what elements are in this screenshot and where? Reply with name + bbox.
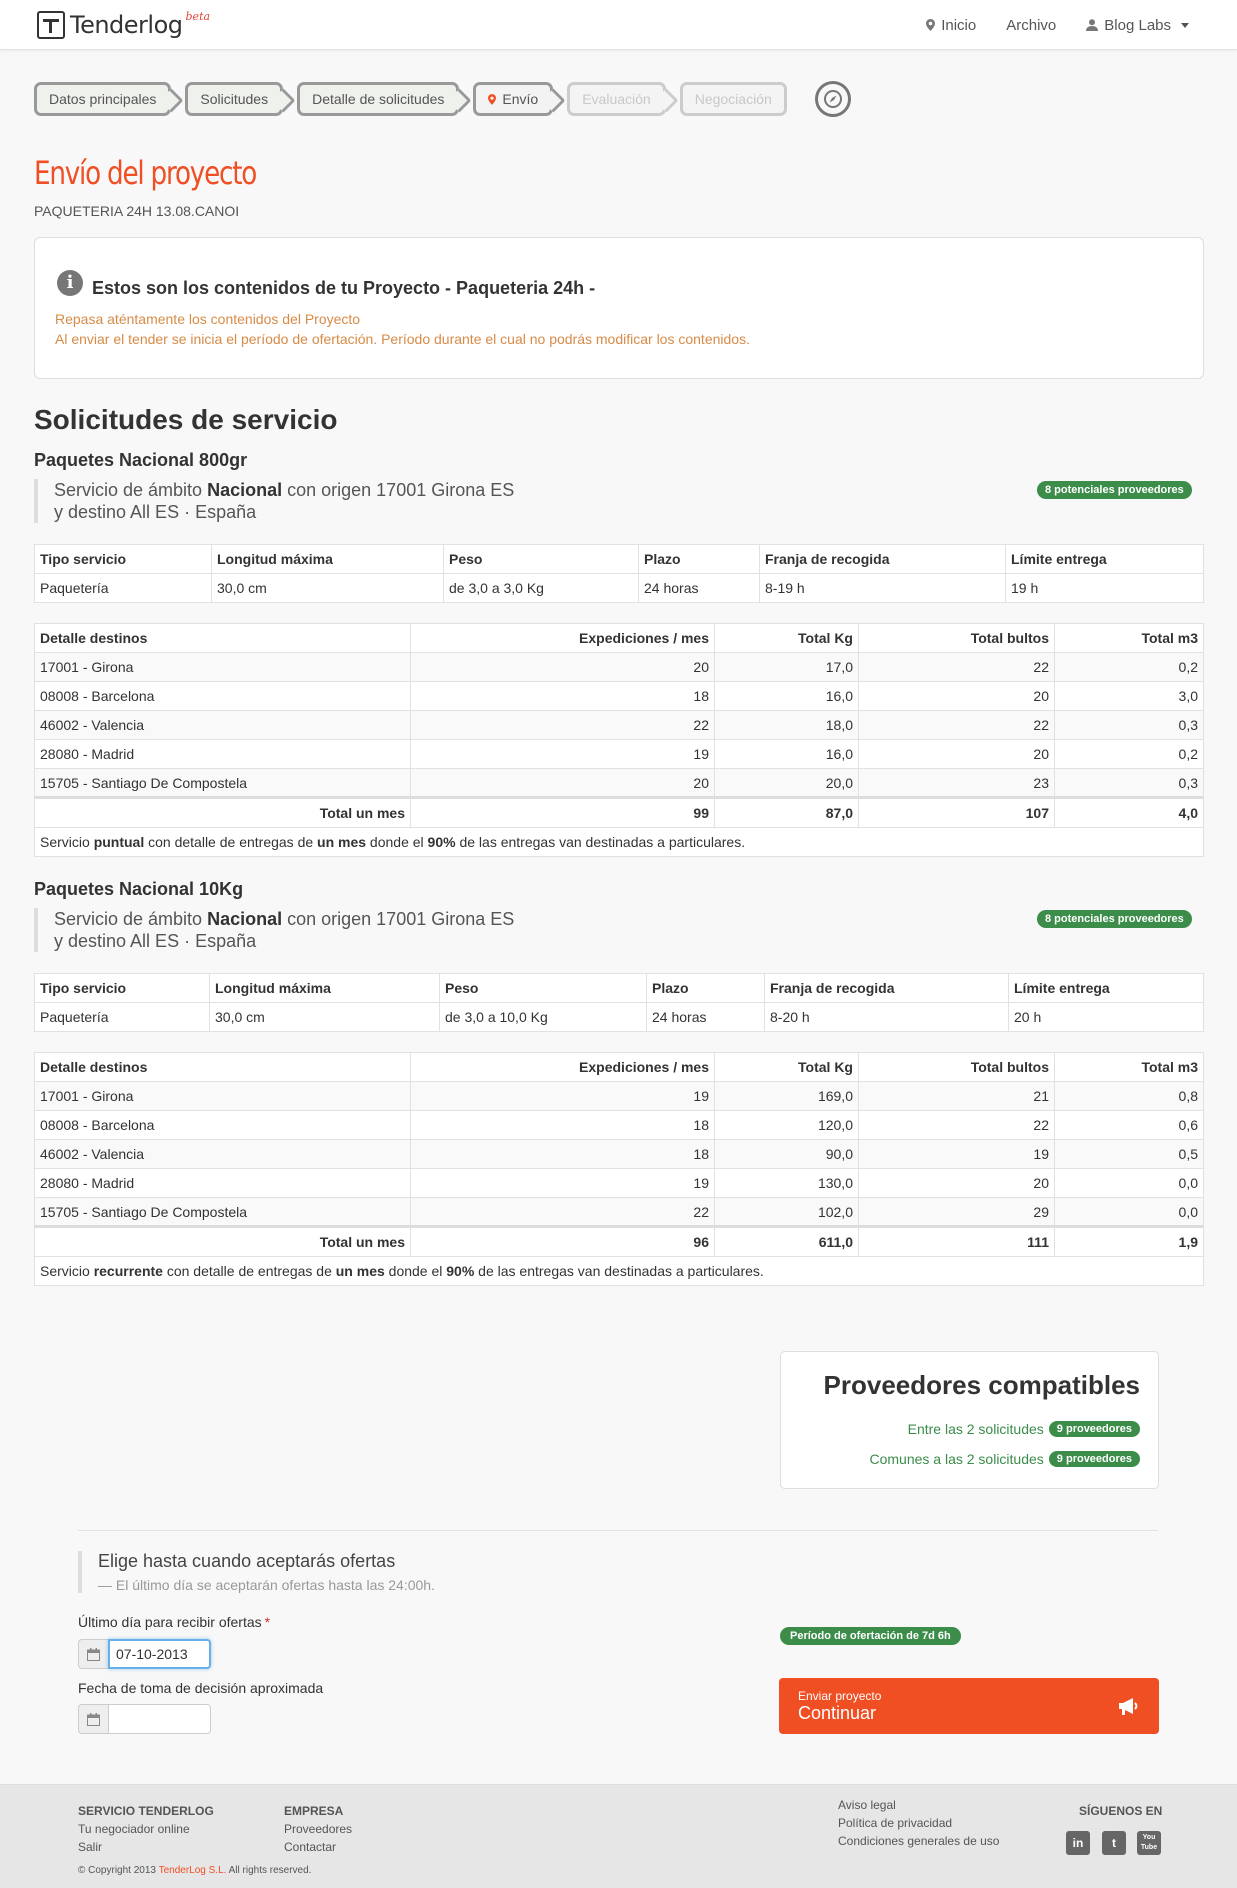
total-cell: 611,0 — [715, 1227, 859, 1257]
copyright — [78, 1865, 311, 1876]
dest-cell: 16,0 — [715, 682, 859, 711]
page-title: Envío del proyecto — [34, 154, 257, 192]
dest-header: Expediciones / mes — [411, 624, 715, 653]
service-description — [34, 479, 514, 523]
footer-link[interactable]: Contactar — [284, 1840, 337, 1854]
dest-cell: 19 — [859, 1140, 1055, 1169]
dest-cell: 46002 - Valencia — [35, 1140, 411, 1169]
table-row — [35, 1198, 1204, 1227]
spec-cell: 24 horas — [647, 1003, 765, 1032]
dest-cell: 29 — [859, 1198, 1055, 1227]
dest-cell: 0,3 — [1055, 711, 1204, 740]
desc-text: con origen 17001 Girona ES — [282, 909, 515, 929]
map-pin-icon — [926, 19, 935, 31]
dest-cell: 20 — [411, 653, 715, 682]
table-row — [35, 682, 1204, 711]
note-text: de las entregas van destinadas a particulares. — [455, 834, 746, 850]
offer-period-badge: Período de ofertación de 7d 6h — [780, 1627, 961, 1645]
total-cell: 96 — [411, 1227, 715, 1257]
desc-text: con origen 17001 Girona ES — [282, 480, 515, 500]
footer-heading: EMPRESA — [284, 1804, 344, 1818]
beta-label: beta — [185, 9, 211, 23]
total-cell: 111 — [859, 1227, 1055, 1257]
footer-link[interactable]: Salir — [78, 1840, 103, 1854]
providers-between-label: Entre las 2 solicitudes — [907, 1421, 1044, 1437]
twitter-icon[interactable]: t — [1102, 1831, 1126, 1855]
spec-cell: 24 horas — [639, 574, 760, 603]
dest-cell: 20,0 — [715, 769, 859, 798]
providers-common-badge: 9 proveedores — [1049, 1451, 1140, 1467]
note-text: donde el — [384, 1263, 447, 1279]
dest-cell: 17,0 — [715, 653, 859, 682]
wizard-steps — [34, 81, 851, 117]
dest-cell: 16,0 — [715, 740, 859, 769]
linkedin-icon[interactable]: in — [1066, 1831, 1090, 1855]
desc-destination: y destino All ES · España — [54, 502, 257, 522]
nav-archivo-label: Archivo — [1006, 16, 1057, 34]
user-icon — [1086, 19, 1098, 31]
table-row — [35, 1169, 1204, 1198]
spec-header: Peso — [440, 974, 647, 1003]
dest-cell: 130,0 — [715, 1169, 859, 1198]
spec-header: Franja de recogida — [760, 545, 1006, 574]
dest-cell: 20 — [859, 682, 1055, 711]
total-row — [35, 798, 1204, 828]
spec-cell: de 3,0 a 10,0 Kg — [440, 1003, 647, 1032]
spec-cell: 30,0 cm — [212, 574, 444, 603]
calendar-icon[interactable] — [78, 1704, 108, 1734]
compatible-providers-panel — [780, 1351, 1159, 1489]
footer-link[interactable]: Política de privacidad — [838, 1816, 953, 1830]
spec-header: Longitud máxima — [212, 545, 444, 574]
nav-inicio-label: Inicio — [941, 16, 977, 34]
spec-table — [34, 544, 1204, 603]
note-text: con detalle de entregas de — [162, 1263, 336, 1279]
note-bold: un mes — [317, 834, 367, 850]
total-label: Total un mes — [35, 1227, 411, 1257]
send-button-label: Continuar — [798, 1703, 877, 1723]
tenderlog-logo[interactable] — [37, 10, 210, 40]
copyright-text: © Copyright 2013 — [78, 1865, 159, 1876]
decision-date-group — [78, 1704, 211, 1734]
dest-header: Expediciones / mes — [411, 1053, 715, 1082]
note-row — [35, 828, 1204, 857]
note-bold: un mes — [335, 1263, 385, 1279]
dest-cell: 22 — [859, 711, 1055, 740]
total-cell: 1,9 — [1055, 1227, 1204, 1257]
spec-header: Franja de recogida — [765, 974, 1009, 1003]
dest-cell: 102,0 — [715, 1198, 859, 1227]
dest-header: Total Kg — [715, 1053, 859, 1082]
step-label: Negociación — [694, 91, 772, 107]
dest-cell: 22 — [411, 1198, 715, 1227]
dest-cell: 18,0 — [715, 711, 859, 740]
footer-heading: SERVICIO TENDERLOG — [78, 1804, 214, 1818]
dest-cell: 3,0 — [1055, 682, 1204, 711]
send-button-caption: Enviar proyecto — [798, 1689, 882, 1703]
step-label: Datos principales — [49, 91, 157, 107]
total-cell: 107 — [859, 798, 1055, 828]
dest-header: Total Kg — [715, 624, 859, 653]
providers-between[interactable] — [908, 1421, 1140, 1437]
nav-user-label: Blog Labs — [1104, 16, 1171, 34]
deadline-hint-text: — El último día se aceptarán ofertas hasta las 24:00h. — [98, 1577, 435, 1593]
spec-cell: 20 h — [1009, 1003, 1204, 1032]
dest-cell: 0,5 — [1055, 1140, 1204, 1169]
step-label: Solicitudes — [200, 91, 269, 107]
nav-inicio[interactable] — [926, 17, 976, 34]
dest-cell: 23 — [859, 769, 1055, 798]
spec-cell: 8-20 h — [765, 1003, 1009, 1032]
calendar-icon[interactable] — [78, 1639, 108, 1669]
dest-cell: 08008 - Barcelona — [35, 682, 411, 711]
youtube-icon[interactable]: You Tube — [1137, 1831, 1161, 1855]
desc-destination: y destino All ES · España — [54, 931, 257, 951]
spec-header: Tipo servicio — [35, 545, 212, 574]
note-bold: 90% — [446, 1263, 475, 1279]
step-negociacion — [680, 82, 787, 116]
dest-cell: 15705 - Santiago De Compostela — [35, 769, 411, 798]
table-row — [35, 740, 1204, 769]
copyright-brand-link[interactable]: TenderLog S.L. — [158, 1865, 227, 1876]
dest-header: Total m3 — [1055, 624, 1204, 653]
map-pin-icon — [488, 94, 496, 105]
step-solicitudes[interactable] — [185, 82, 283, 116]
footer-link[interactable]: Proveedores — [284, 1822, 353, 1836]
info-icon: i — [57, 270, 83, 296]
step-label: Envío — [502, 91, 539, 107]
dest-cell: 18 — [411, 1140, 715, 1169]
note-row — [35, 1257, 1204, 1286]
desc-scope: Nacional — [207, 909, 283, 929]
providers-badge: 8 potenciales proveedores — [1037, 910, 1192, 928]
info-line-2: Al enviar el tender se inicia el período de ofertación. Período durante el cual no podrás modificar los contenidos. — [55, 331, 750, 347]
dest-cell: 120,0 — [715, 1111, 859, 1140]
chevron-down-icon — [1181, 23, 1189, 28]
total-cell: 4,0 — [1055, 798, 1204, 828]
decision-date-input[interactable] — [108, 1704, 211, 1734]
nav-links — [926, 0, 1189, 50]
dest-cell: 19 — [411, 740, 715, 769]
desc-text: Servicio de ámbito — [54, 480, 208, 500]
providers-badge: 8 potenciales proveedores — [1037, 481, 1192, 499]
spec-header: Límite entrega — [1006, 545, 1204, 574]
step-label: Evaluación — [582, 91, 651, 107]
last-day-date-group — [78, 1639, 211, 1669]
destinations-table — [34, 1052, 1204, 1286]
dest-header: Total m3 — [1055, 1053, 1204, 1082]
top-navbar — [0, 0, 1237, 50]
dest-cell: 22 — [859, 653, 1055, 682]
dest-cell: 20 — [411, 769, 715, 798]
total-cell: 87,0 — [715, 798, 859, 828]
note-bold: recurrente — [93, 1263, 163, 1279]
note-text: Servicio — [40, 834, 94, 850]
note-bold: puntual — [93, 834, 145, 850]
dest-cell: 22 — [859, 1111, 1055, 1140]
desc-text: Servicio de ámbito — [54, 909, 208, 929]
desc-scope: Nacional — [207, 480, 283, 500]
section-title: Solicitudes de servicio — [34, 404, 338, 435]
dest-cell: 0,3 — [1055, 769, 1204, 798]
spec-cell: de 3,0 a 3,0 Kg — [444, 574, 639, 603]
service-description — [34, 908, 514, 952]
follow-heading: SÍGUENOS EN — [1079, 1804, 1163, 1818]
total-cell: 99 — [411, 798, 715, 828]
table-row — [35, 1111, 1204, 1140]
dest-cell: 20 — [859, 1169, 1055, 1198]
total-row — [35, 1227, 1204, 1257]
footer-link[interactable]: Condiciones generales de uso — [838, 1834, 1000, 1848]
service-title: Paquetes Nacional 10Kg — [34, 879, 244, 899]
logo-mark-icon — [37, 11, 65, 39]
table-row — [35, 711, 1204, 740]
dest-cell: 28080 - Madrid — [35, 1169, 411, 1198]
deadline-hint — [78, 1551, 435, 1593]
last-day-label-text: Último día para recibir ofertas — [78, 1614, 262, 1630]
dest-cell: 46002 - Valencia — [35, 711, 411, 740]
dest-header: Total bultos — [859, 1053, 1055, 1082]
dest-cell: 20 — [859, 740, 1055, 769]
divider — [78, 1530, 1158, 1531]
table-row — [35, 653, 1204, 682]
note-text: con detalle de entregas de — [144, 834, 318, 850]
footer-link[interactable]: Aviso legal — [838, 1798, 896, 1812]
dest-cell: 0,0 — [1055, 1169, 1204, 1198]
dest-cell: 15705 - Santiago De Compostela — [35, 1198, 411, 1227]
project-subtitle: PAQUETERIA 24H 13.08.CANOI — [34, 203, 240, 219]
info-line-1: Repasa aténtamente los contenidos del Proyecto — [55, 311, 361, 327]
dest-cell: 0,2 — [1055, 740, 1204, 769]
required-mark: * — [264, 1614, 271, 1630]
spec-table — [34, 973, 1204, 1032]
providers-common[interactable] — [869, 1451, 1140, 1467]
total-label: Total un mes — [35, 798, 411, 828]
spec-cell: 30,0 cm — [210, 1003, 440, 1032]
spec-header: Tipo servicio — [35, 974, 210, 1003]
note-text: Servicio — [40, 1263, 94, 1279]
compass-icon — [815, 81, 851, 117]
step-envio[interactable] — [473, 82, 553, 116]
providers-common-label: Comunes a las 2 solicitudes — [869, 1451, 1044, 1467]
nav-archivo[interactable] — [1006, 17, 1056, 34]
table-row — [35, 1140, 1204, 1169]
dest-cell: 0,6 — [1055, 1111, 1204, 1140]
last-day-label — [78, 1614, 270, 1630]
dest-cell: 0,2 — [1055, 653, 1204, 682]
footer — [0, 1784, 1237, 1888]
step-detalle-solicitudes[interactable] — [297, 82, 459, 116]
dest-cell: 22 — [411, 711, 715, 740]
dest-cell: 17001 - Girona — [35, 1082, 411, 1111]
dest-header: Detalle destinos — [35, 1053, 411, 1082]
destinations-table — [34, 623, 1204, 857]
spec-header: Límite entrega — [1009, 974, 1204, 1003]
info-panel — [34, 237, 1204, 379]
dest-cell: 21 — [859, 1082, 1055, 1111]
providers-title: Proveedores compatibles — [823, 1370, 1140, 1400]
deadline-heading: Elige hasta cuando aceptarás ofertas — [98, 1551, 396, 1571]
spec-header: Longitud máxima — [210, 974, 440, 1003]
spec-cell: Paquetería — [35, 574, 212, 603]
copyright-text: All rights reserved. — [226, 1865, 312, 1876]
note-text: donde el — [366, 834, 428, 850]
spec-cell: 8-19 h — [760, 574, 1006, 603]
logo-text: Tenderlog — [70, 11, 183, 39]
dest-cell: 19 — [411, 1169, 715, 1198]
dest-cell: 169,0 — [715, 1082, 859, 1111]
spec-cell: 19 h — [1006, 574, 1204, 603]
dest-cell: 18 — [411, 682, 715, 711]
decision-date-label: Fecha de toma de decisión aproximada — [78, 1680, 324, 1696]
service-note — [35, 1257, 1204, 1286]
table-row — [35, 1082, 1204, 1111]
note-bold: 90% — [427, 834, 456, 850]
footer-link[interactable]: Tu negociador online — [78, 1822, 190, 1836]
dest-header: Total bultos — [859, 624, 1055, 653]
spec-header: Plazo — [647, 974, 765, 1003]
spec-cell: Paquetería — [35, 1003, 210, 1032]
dest-cell: 0,0 — [1055, 1198, 1204, 1227]
dest-header: Detalle destinos — [35, 624, 411, 653]
step-datos-principales[interactable] — [34, 82, 171, 116]
service-title: Paquetes Nacional 800gr — [34, 450, 248, 470]
megaphone-icon — [1117, 1696, 1139, 1716]
step-evaluacion — [567, 82, 666, 116]
info-title: Estos son los contenidos de tu Proyecto - Paqueteria 24h - — [92, 278, 596, 298]
spec-header: Peso — [444, 545, 639, 574]
dest-cell: 0,8 — [1055, 1082, 1204, 1111]
dest-cell: 17001 - Girona — [35, 653, 411, 682]
service-note — [35, 828, 1204, 857]
nav-user-menu[interactable] — [1086, 17, 1189, 34]
step-label: Detalle de solicitudes — [312, 91, 445, 107]
send-project-button[interactable] — [779, 1678, 1159, 1734]
dest-cell: 19 — [411, 1082, 715, 1111]
dest-cell: 28080 - Madrid — [35, 740, 411, 769]
note-text: de las entregas van destinadas a particulares. — [474, 1263, 764, 1279]
dest-cell: 90,0 — [715, 1140, 859, 1169]
table-row — [35, 769, 1204, 798]
last-day-input[interactable] — [108, 1639, 211, 1669]
providers-between-badge: 9 proveedores — [1049, 1421, 1140, 1437]
dest-cell: 08008 - Barcelona — [35, 1111, 411, 1140]
spec-header: Plazo — [639, 545, 760, 574]
dest-cell: 18 — [411, 1111, 715, 1140]
